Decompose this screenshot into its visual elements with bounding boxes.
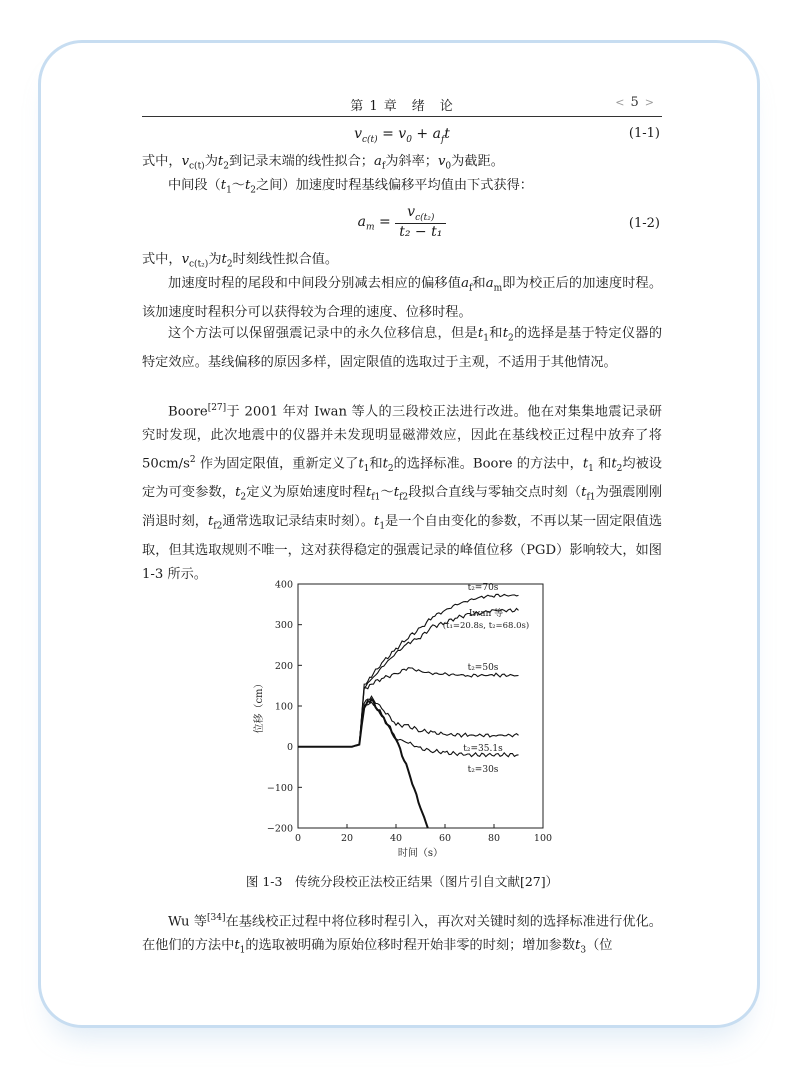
series-line [298, 699, 428, 828]
x-tick-label: 40 [389, 833, 403, 844]
paragraph-4: 加速度时程的尾段和中间段分别减去相应的偏移值$a_f$和$a_m$即为校正后的加速度时程。该加速度时程积分可以获得较为合理的速度、位移时程。 [142, 276, 663, 320]
y-tick-label: 100 [274, 701, 293, 713]
y-tick-label: 0 [286, 742, 293, 754]
y-axis-label: 位移（cm） [254, 678, 265, 734]
paragraph-2: 中间段（$t_1\sim t_2$之间）加速度时程基线偏移平均值由下式获得： [168, 178, 533, 196]
series-line [298, 696, 519, 747]
page-number-value: 5 [630, 95, 639, 110]
next-page-icon[interactable]: > [644, 96, 654, 109]
figure-1-3-chart [248, 576, 558, 866]
series-label: Iwan 等 [468, 609, 504, 619]
x-tick-label: 100 [533, 833, 553, 844]
running-header [142, 94, 662, 117]
x-tick-label: 80 [487, 833, 501, 844]
x-tick-label: 60 [438, 833, 452, 844]
series-label: t₂=70s [467, 583, 499, 593]
paragraph-1: 式中，$v_{c(t)}$为$t_2$到记录末端的线性拟合；$a_f$为斜率；$v_0$为截距。 [142, 154, 504, 172]
equation-number: (1-1) [628, 126, 660, 141]
paragraph-3: 式中，$v_{c(t_2)}$为$t_2$时刻线性拟合值。 [142, 252, 339, 270]
prev-page-icon[interactable]: < [615, 96, 625, 109]
equation-1-1: $v_{c(t)} = v_0 + a_ft$ (1-1) [354, 126, 660, 145]
y-tick-label: 300 [274, 620, 293, 632]
figure-caption: 图 1-3 传统分段校正法校正结果（图片引自文献[27]） [245, 874, 559, 889]
y-tick-label: 200 [274, 660, 293, 672]
paragraph-5: 这个方法可以保留强震记录中的永久位移信息，但是$t_1$和$t_2$的选择是基于特定仪器的特定效应。基线偏移的原因多样，固定限值的选取过于主观，不适用于其他情况。 [142, 326, 663, 370]
y-tick-label: −200 [266, 823, 293, 835]
y-tick-label: −100 [266, 782, 293, 794]
series-label: t₂=50s [467, 663, 499, 673]
paragraph-7: Wu 等[34]在基线校正过程中将位移时程引入，再次对关键时刻的选择标准进行优化。在他们的方法中$t_1$的选取被明确为原始位移时程开始非零的时刻；增加参数$t_3$（位 [142, 913, 662, 957]
page-number [609, 95, 660, 110]
y-tick-label: 400 [274, 579, 293, 591]
paragraph-6: Boore[27]于 2001 年对 Iwan 等人的三段校正法进行改进。他在对集集地震记录研究时发现，此次地震中的仪器并未发现明显磁滞效应，因此在基线校正过程中放弃了将 $50cm/s^2$ 作为固定限值，重新定义了$t_1$和$t_2$的选择标准。Boore 的方法中，$t_1$ 和$t_2$均被设定为可变参数，$t_2$定义为原始速度时程$t_{f1}\sim t_{f2}$段拟合直线与零轴交点时刻（$t_{f1}$为强震刚刚消退时刻，$t_{f2}$通常选取记录结束时刻）。$t_1$是一个自由变化的参数，不再以某一固定限值选取，但其选取规则不唯一，这对获得稳定的强震记录的峰值位移（PGD）影响较大，如图 1-3 所示。 [142, 403, 663, 582]
series-label-detail: (t₁=20.8s, t₂=68.0s) [442, 621, 530, 631]
x-tick-label: 20 [340, 833, 354, 844]
x-axis-label: 时间（s） [397, 848, 444, 859]
series-label: t₂=35.1s [463, 744, 503, 754]
x-tick-label: 0 [294, 833, 302, 844]
equation-number: (1-2) [628, 216, 660, 231]
equation-1-2: $a_m$ = $\frac{v_{c(t_2)}}{\text{t₂ − t₁}}$ (1-2) [357, 204, 660, 240]
chapter-title: 第 1 章 绪 论 [350, 99, 454, 114]
series-label: t₂=30s [467, 765, 499, 775]
